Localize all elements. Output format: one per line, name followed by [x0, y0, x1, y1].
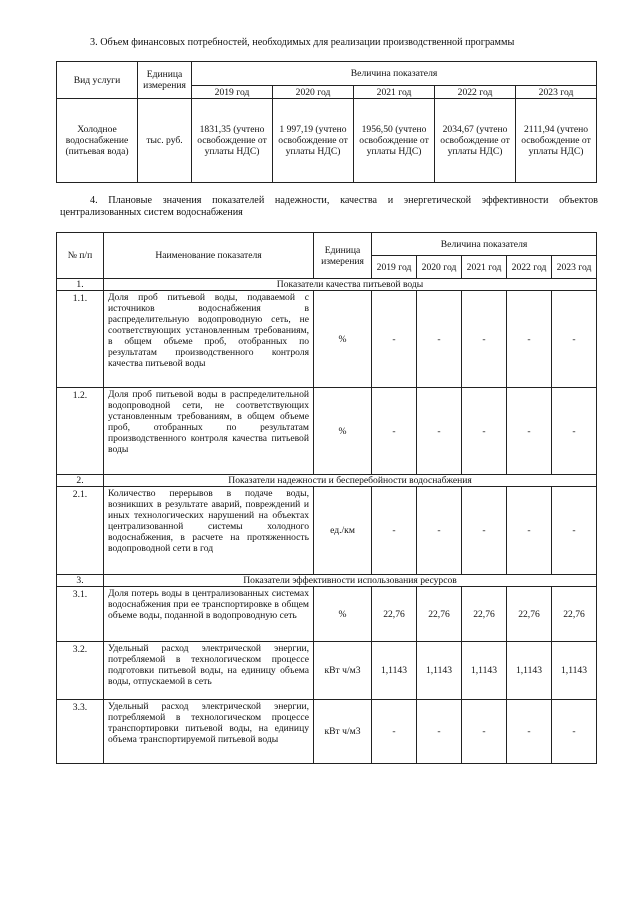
row-num: 1.2. — [57, 388, 104, 475]
value-cell: - — [552, 291, 597, 388]
table-row — [57, 291, 597, 388]
section-title: Показатели надежности и бесперебойности водоснабжения — [104, 475, 597, 487]
value-cell: 22,76 — [507, 587, 552, 642]
unit-cell: % — [314, 587, 372, 642]
unit-cell: % — [314, 388, 372, 475]
value-cell: - — [417, 700, 462, 764]
value-cell: - — [417, 291, 462, 388]
value-cell: - — [552, 700, 597, 764]
header-service: Вид услуги — [57, 62, 138, 99]
value-cell: - — [507, 291, 552, 388]
unit-cell: ед./км — [314, 487, 372, 575]
row-num: 3.2. — [57, 642, 104, 700]
indicator-name: Доля проб питьевой воды в распределительной водопроводной сети, не соответствующих установленным требованиям, в общем объеме проб, отобранных по результатам производственного контроля качества питьевой воды — [104, 388, 314, 475]
row-num: 2.1. — [57, 487, 104, 575]
value-cell: 1,1143 — [507, 642, 552, 700]
year-header: 2021 год — [354, 86, 435, 99]
section-row — [57, 279, 597, 291]
indicator-name: Удельный расход электрической энергии, потребляемой в технологическом процессе подготовки питьевой воды, на единицу объема воды, отпускаемой в сеть — [104, 642, 314, 700]
section-title: Показатели качества питьевой воды — [104, 279, 597, 291]
table-row — [57, 99, 597, 183]
indicator-name: Количество перерывов в подаче воды, возникших в результате аварий, повреждений и иных технологических нарушений на объектах централизованной системы холодного водоснабжения, в расчете на протяженность водопроводной сети в год — [104, 487, 314, 575]
value-cell: - — [552, 388, 597, 475]
year-header: 2020 год — [273, 86, 354, 99]
value-cell: - — [372, 291, 417, 388]
value-cell: 1,1143 — [552, 642, 597, 700]
unit-cell: тыс. руб. — [138, 99, 192, 183]
value-cell: - — [462, 487, 507, 575]
section-num: 2. — [57, 475, 104, 487]
value-cell: 22,76 — [372, 587, 417, 642]
year-header: 2019 год — [372, 256, 417, 279]
value-cell: 1831,35 (учтено освобождение от уплаты НДС) — [192, 99, 273, 183]
section-row — [57, 475, 597, 487]
year-header: 2023 год — [552, 256, 597, 279]
indicator-name: Доля проб питьевой воды, подаваемой с источников водоснабжения в распределительную водопроводную сеть, не соответствующих установленным требованиям, в общем объеме проб, отобранных по результатам производственного контроля качества питьевой воды — [104, 291, 314, 388]
header-num: № п/п — [57, 233, 104, 279]
value-cell: - — [417, 487, 462, 575]
value-cell: - — [372, 487, 417, 575]
indicator-name: Удельный расход электрической энергии, потребляемой в технологическом процессе транспортировки питьевой воды, на единицу объема транспортируемой питьевой воды — [104, 700, 314, 764]
value-cell: - — [462, 700, 507, 764]
financial-needs-table — [56, 61, 597, 183]
table-row — [57, 642, 597, 700]
header-unit: Единица измерения — [138, 62, 192, 99]
value-cell: - — [507, 487, 552, 575]
service-cell: Холодное водоснабжение (питьевая вода) — [57, 99, 138, 183]
table-row — [57, 487, 597, 575]
section-4-heading: 4. Плановые значения показателей надежности, качества и энергетической эффективности объектов централизованных систем водоснабжения — [60, 195, 598, 218]
value-cell: 1956,50 (учтено освобождение от уплаты НДС) — [354, 99, 435, 183]
section-3-heading: 3. Объем финансовых потребностей, необходимых для реализации производственной программы — [90, 37, 515, 48]
header-name: Наименование показателя — [104, 233, 314, 279]
value-cell: - — [507, 700, 552, 764]
section-num: 1. — [57, 279, 104, 291]
year-header: 2019 год — [192, 86, 273, 99]
unit-cell: кВт ч/м3 — [314, 700, 372, 764]
header-value: Величина показателя — [192, 62, 597, 86]
section-row — [57, 575, 597, 587]
section-title: Показатели эффективности использования ресурсов — [104, 575, 597, 587]
section-num: 3. — [57, 575, 104, 587]
indicator-name: Доля потерь воды в централизованных системах водоснабжения при ее транспортировке в общем объеме воды, поданной в водопроводную сеть — [104, 587, 314, 642]
row-num: 3.3. — [57, 700, 104, 764]
value-cell: - — [372, 388, 417, 475]
value-cell: 22,76 — [462, 587, 507, 642]
row-num: 3.1. — [57, 587, 104, 642]
value-cell: 1,1143 — [462, 642, 507, 700]
table-row — [57, 388, 597, 475]
value-cell: 1 997,19 (учтено освобождение от уплаты НДС) — [273, 99, 354, 183]
value-cell: - — [417, 388, 462, 475]
value-cell: - — [552, 487, 597, 575]
year-header: 2021 год — [462, 256, 507, 279]
value-cell: - — [462, 388, 507, 475]
year-header: 2022 год — [507, 256, 552, 279]
year-header: 2022 год — [435, 86, 516, 99]
value-cell: 22,76 — [552, 587, 597, 642]
table-row — [57, 587, 597, 642]
value-cell: - — [372, 700, 417, 764]
indicators-table — [56, 232, 597, 764]
header-unit: Единица измерения — [314, 233, 372, 279]
value-cell: 2034,67 (учтено освобождение от уплаты НДС) — [435, 99, 516, 183]
row-num: 1.1. — [57, 291, 104, 388]
year-header: 2020 год — [417, 256, 462, 279]
header-value: Величина показателя — [372, 233, 597, 256]
value-cell: - — [507, 388, 552, 475]
year-header: 2023 год — [516, 86, 597, 99]
value-cell: 1,1143 — [372, 642, 417, 700]
unit-cell: % — [314, 291, 372, 388]
value-cell: - — [462, 291, 507, 388]
value-cell: 1,1143 — [417, 642, 462, 700]
unit-cell: кВт ч/м3 — [314, 642, 372, 700]
value-cell: 2111,94 (учтено освобождение от уплаты НДС) — [516, 99, 597, 183]
table-row — [57, 700, 597, 764]
value-cell: 22,76 — [417, 587, 462, 642]
